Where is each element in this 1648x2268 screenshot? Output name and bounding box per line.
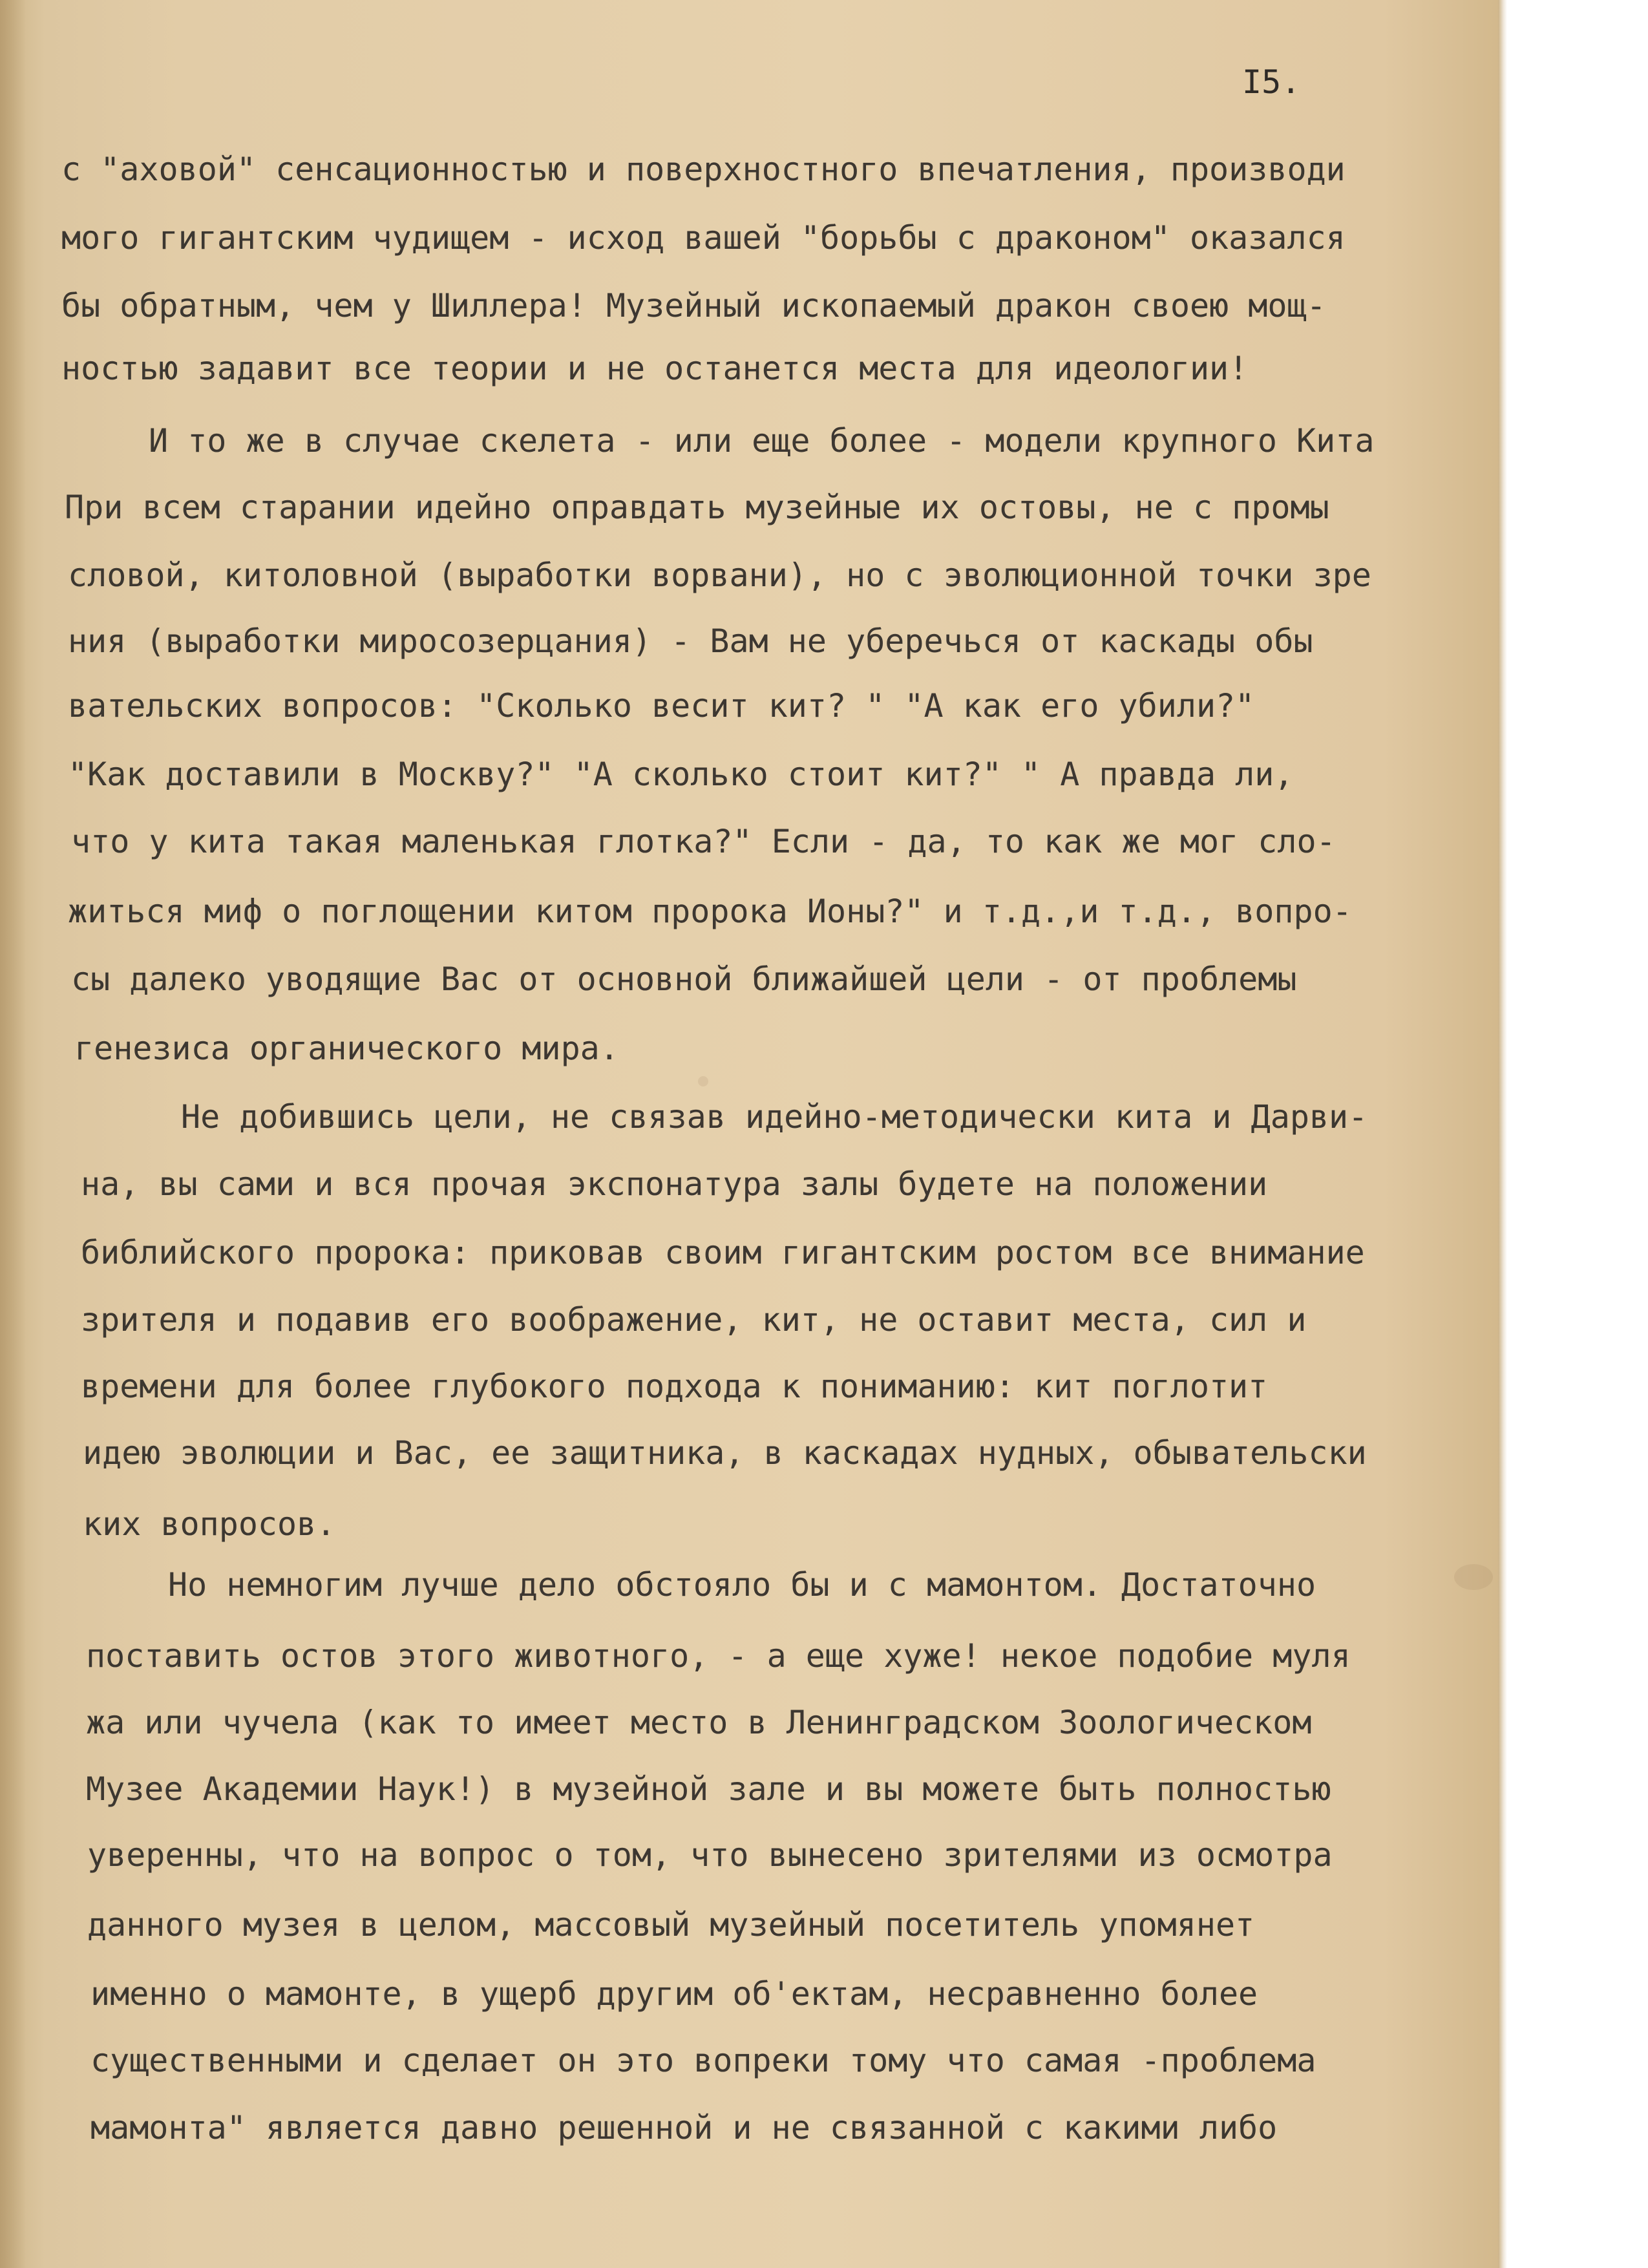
text-line: жа или чучела (как то имеет место в Ленинградском Зоологическом [86,1704,1312,1741]
text-line: ния (выработки миросозерцания) - Вам не уберечься от каскады обы [68,622,1313,660]
text-line: генезиса органического мира. [74,1030,619,1067]
text-line: Не добившись цели, не связав идейно-методически кита и Дарви- [181,1098,1368,1136]
text-line: сы далеко уводящие Вас от основной ближайшей цели - от проблемы [71,960,1297,998]
text-line: библийского пророка: приковав своим гигантским ростом все внимание [81,1234,1365,1271]
text-line: Музее Академии Наук!) в музейной зале и вы можете быть полностью [86,1770,1331,1808]
text-line: поставить остов этого животного, - а еще хуже! некое подобие муля [86,1637,1351,1675]
text-line: житься миф о поглощении китом пророка Ионы?" и т.д.,и т.д., вопро- [68,893,1352,930]
text-line: ких вопросов. [83,1505,336,1543]
text-line: мого гигантским чудищем - исход вашей "борьбы с драконом" оказался [61,219,1346,257]
text-line: времени для более глубокого подхода к пониманию: кит поглотит [81,1368,1268,1405]
text-line: мамонта" является давно решенной и не связанной с какими либо [90,2109,1278,2146]
page-number: I5. [1242,63,1301,101]
text-line: "Как доставили в Москву?" "А сколько стоит кит?" " А правда ли, [68,756,1294,793]
text-line: Но немногим лучше дело обстояло бы и с мамонтом. Достаточно [168,1566,1316,1604]
text-line: бы обратным, чем у Шиллера! Музейный ископаемый дракон своею мощ- [61,287,1326,324]
text-line: существенными и сделает он это вопреки тому что самая -проблема [90,2042,1316,2079]
text-line: именно о мамонте, в ущерб другим об'ектам, несравненно более [90,1975,1258,2013]
text-line: При всем старании идейно оправдать музейные их остовы, не с промы [65,489,1329,526]
text-line: вательских вопросов: "Сколько весит кит? " "А как его убили?" [68,687,1255,725]
text-line: с "аховой" сенсационностью и поверхностного впечатления, производи [61,151,1346,188]
text-line: ностью задавит все теории и не останется места для идеологии! [61,350,1249,387]
text-line: уверенны, что на вопрос о том, что вынесено зрителями из осмотра [87,1836,1333,1874]
text-line: на, вы сами и вся прочая экспонатура залы будете на положении [81,1165,1268,1203]
text-line: зрителя и подавив его воображение, кит, не оставит места, сил и [81,1301,1307,1339]
text-line: словой, китоловной (выработки ворвани), но с эволюционной точки зре [68,556,1371,594]
text-line: что у кита такая маленькая глотка?" Если - да, то как же мог сло- [71,823,1336,860]
text-line: И то же в случае скелета - или еще более - модели крупного Кита [149,422,1375,460]
text-line: идею эволюции и Вас, ее защитника, в каскадах нудных, обывательски [83,1434,1367,1472]
text-line: данного музея в целом, массовый музейный посетитель упомянет [87,1906,1255,1944]
